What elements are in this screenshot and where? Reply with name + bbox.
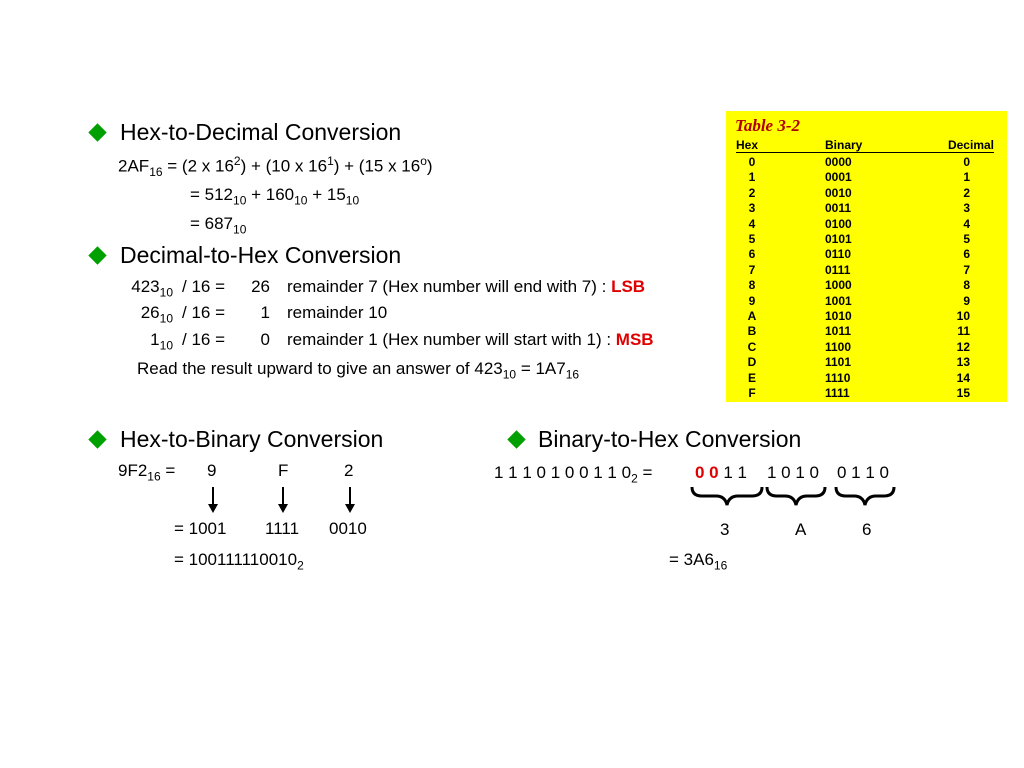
table-cell-hex: E — [747, 370, 756, 385]
hex-binary-decimal-table — [726, 111, 1007, 402]
table-cell-hex: 3 — [748, 201, 756, 216]
diamond-bullet-icon — [88, 246, 106, 264]
binary-group-1: 0 0 1 1 — [695, 463, 748, 482]
table-cell-hex: 5 — [748, 232, 756, 246]
binary-to-hex-result: = $3A6_{16}$ — [669, 550, 728, 573]
binary-group-3: 0 1 1 0 — [837, 463, 889, 482]
table-cell-decimal: 2 — [963, 185, 970, 200]
binary-groups: = 1001 — [174, 519, 227, 538]
table-cell-binary: 0111 — [825, 262, 851, 277]
table-row — [726, 263, 1007, 278]
table-cell-binary: 0000 — [825, 155, 852, 169]
hex-digit: 2 — [344, 461, 354, 480]
hex-to-decimal-line-2: = $512_{10} + 160_{10} + 15_{10}$ — [190, 185, 360, 208]
table-cell-binary: 1001 — [825, 293, 852, 308]
down-arrow-icon — [345, 487, 355, 513]
table-cell-binary: 1100 — [825, 339, 852, 354]
table-row — [726, 217, 1007, 232]
division-row: $423_{10}$ / 16 = 26 remainder 7 (Hex number will end with 7) : LSB — [131, 277, 646, 300]
table-cell-hex: 8 — [748, 278, 756, 293]
down-arrow-icon — [278, 487, 288, 513]
hex-to-decimal-line-3: = $687_{10}$ — [190, 214, 247, 237]
table-cell-binary: 0011 — [825, 201, 852, 216]
hex-to-binary-result: = $100111110010_2$ — [174, 550, 304, 573]
diamond-bullet-icon — [88, 430, 106, 448]
table-cell-binary: 1000 — [825, 278, 852, 293]
table-cell-hex: 7 — [748, 262, 756, 277]
table-row — [726, 186, 1007, 201]
diamond-bullet-icon — [507, 430, 525, 448]
lsb-label: LSB — [611, 277, 646, 296]
table-row — [726, 294, 1007, 309]
table-cell-decimal: 10 — [956, 309, 970, 323]
table-row — [726, 247, 1007, 262]
table-row — [726, 278, 1007, 293]
table-cell-decimal: 15 — [956, 386, 970, 400]
table-cell-decimal: 12 — [956, 339, 970, 354]
table-row — [726, 170, 1007, 185]
table-header-hex: Hex — [736, 138, 759, 152]
binary-group: 1111 — [265, 519, 300, 538]
hex-to-decimal-line-1: $2AF_{16} = (2$ x $16^2) + (10$ x $16^1) + (15$ x 16$^o$) — [118, 154, 433, 180]
table-cell-decimal: 8 — [963, 278, 970, 293]
table-cell-decimal: 5 — [963, 232, 970, 246]
table-cell-decimal: 7 — [963, 262, 970, 277]
table-cell-hex: A — [747, 309, 757, 323]
diamond-bullet-icon — [88, 123, 106, 141]
table-header-divider — [736, 152, 994, 153]
table-cell-binary: 1101 — [825, 355, 852, 370]
table-cell-decimal: 6 — [963, 247, 970, 262]
padding-zeros: 0 0 — [695, 463, 719, 482]
group-braces — [0, 0, 1, 1]
table-row — [726, 232, 1007, 247]
table-cell-hex: D — [747, 355, 757, 370]
table-cell-binary: 0010 — [825, 185, 852, 200]
hex-digit: A — [795, 520, 807, 539]
table-row — [726, 340, 1007, 355]
table-cell-hex: 0 — [748, 155, 756, 169]
table-row — [726, 371, 1007, 386]
table-cell-binary: 1110 — [825, 370, 851, 385]
msb-label: MSB — [615, 330, 654, 349]
hex-digit: 3 — [720, 520, 730, 539]
table-cell-binary: 0100 — [825, 216, 852, 231]
brace-icon — [767, 487, 825, 505]
table-cell-binary: 0101 — [825, 232, 852, 246]
table-cell-decimal: 14 — [956, 370, 970, 385]
table-row — [726, 386, 1007, 401]
table-cell-binary: 0001 — [825, 170, 852, 185]
hex-digit: F — [278, 461, 289, 480]
table-header-decimal: Decimal — [947, 138, 994, 152]
division-row: $26_{10}$ / 16 = 1 remainder 10 — [140, 303, 388, 326]
table-cell-binary: 1011 — [825, 324, 852, 339]
brace-icon — [692, 487, 762, 505]
down-arrow-icon — [208, 487, 218, 513]
decimal-to-hex-result: Read the result upward to give an answer of $423_{10} = 1A7_{16}$ — [137, 359, 580, 382]
table-cell-decimal: 3 — [963, 201, 970, 216]
table-cell-hex: 6 — [748, 247, 756, 262]
table-cell-hex: C — [747, 339, 757, 354]
table-cell-binary: 0110 — [825, 247, 852, 262]
decimal-to-hex-title: Decimal-to-Hex Conversion — [120, 242, 402, 268]
table-cell-binary: 1111 — [825, 386, 850, 400]
hex-digit: 9 — [207, 461, 217, 480]
table-caption: Table 3-2 — [735, 116, 801, 135]
table-cell-decimal: 0 — [963, 155, 970, 169]
brace-icon — [836, 487, 894, 505]
table-cell-hex: 4 — [748, 216, 756, 231]
table-row — [726, 355, 1007, 370]
hex-digit: 6 — [862, 520, 872, 539]
table-header-binary: Binary — [825, 138, 863, 152]
table-cell-decimal: 1 — [963, 170, 970, 185]
hex-to-binary-title: Hex-to-Binary Conversion — [120, 426, 384, 452]
table-row — [726, 155, 1007, 170]
table-row — [726, 309, 1007, 324]
table-cell-decimal: 13 — [956, 355, 970, 370]
table-cell-binary: 1010 — [825, 309, 852, 323]
table-cell-decimal: 11 — [957, 324, 970, 339]
table-cell-hex: F — [748, 386, 756, 400]
table-cell-hex: 2 — [748, 185, 756, 200]
table-cell-decimal: 9 — [963, 293, 970, 308]
binary-group-2: 1 0 1 0 — [767, 463, 819, 482]
table-cell-hex: 9 — [748, 293, 756, 308]
hex-to-decimal-title: Hex-to-Decimal Conversion — [120, 119, 402, 145]
binary-to-hex-title: Binary-to-Hex Conversion — [538, 426, 802, 452]
binary-to-hex-source: 1 1 1 0 1 0 0 1 1 $0_2$ = — [494, 463, 653, 486]
hex-to-binary-source: $9F2_{16}$ = — [118, 461, 176, 484]
table-row — [726, 201, 1007, 216]
table-row — [726, 324, 1007, 339]
binary-group: 0010 — [329, 519, 367, 538]
table-cell-hex: 1 — [748, 170, 756, 185]
table-cell-hex: B — [747, 324, 757, 339]
table-cell-decimal: 4 — [963, 216, 970, 231]
division-row: $1_{10}$ / 16 = 0 remainder 1 (Hex number will start with 1) : MSB — [150, 330, 654, 353]
